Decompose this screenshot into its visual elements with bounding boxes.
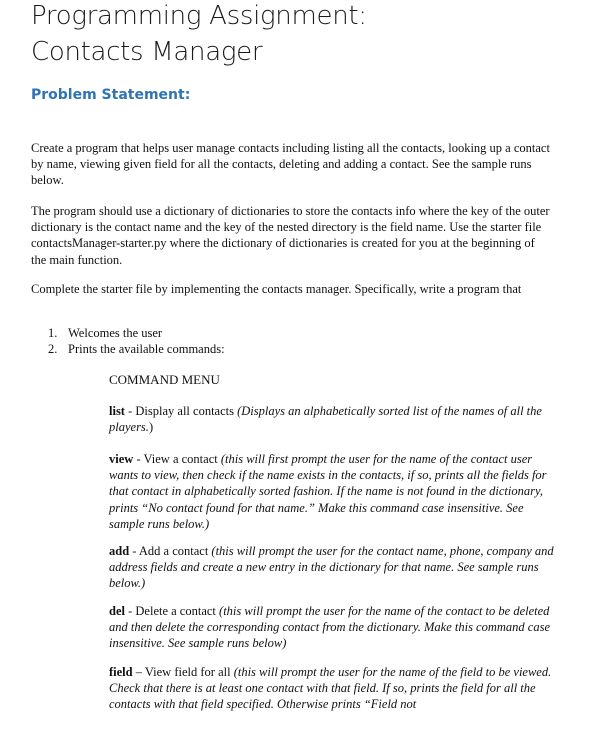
command-note: (this will prompt the user for the contact name, phone, company and address fields and create a new entry in the dictionary for that name. See sample runs below.)	[109, 544, 554, 591]
command-tail: )	[148, 420, 154, 435]
paragraph-task: Complete the starter file by implementing the contacts manager. Specifically, write a program that	[31, 282, 522, 296]
command-desc: - View a contact	[133, 452, 221, 466]
section-heading: Problem Statement:	[31, 87, 191, 103]
title-line-2: Contacts Manager	[31, 37, 263, 67]
list-number: 1.	[48, 326, 58, 340]
command-field	[109, 664, 554, 713]
command-desc: - Delete a contact	[124, 604, 220, 618]
command-keyword: view	[109, 452, 134, 466]
command-menu-heading: COMMAND MENU	[109, 372, 220, 387]
command-note: (this will prompt the user for the name of the field to be viewed. Check that there is at least one contact with that field. If so, prints the field for all the contacts with that field specified. Otherwise prints “Field not	[109, 665, 552, 712]
list-item	[48, 341, 548, 357]
command-note: (Displays an alphabetically sorted list of the names of all the players.	[109, 404, 542, 435]
command-keyword: del	[109, 604, 125, 618]
title-line-1: Programming Assignment:	[31, 1, 367, 31]
command-desc: – View field for all	[132, 665, 234, 679]
paragraph-data-structure: The program should use a dictionary of dictionaries to store the contacts info where the key of the outer dictionary is the contact name and the key of the nested directory is the field name. Use the starter file contactsManager-starter.py where the dictionary of dictionaries is created for you at the beginning of the main function.	[31, 204, 550, 267]
list-text: Prints the available commands:	[68, 342, 225, 357]
command-keyword: add	[109, 544, 130, 558]
command-note: (this will first prompt the user for the name of the contact user wants to view, then check if the name exists in the contacts, if so, prints all the fields for that contact in alphabetically sorted fashion. If the name is not found in the dictionary, prints “No contact found for that name.” Make this command case insensitive. See sample runs below.)	[109, 452, 547, 531]
list-number: 2.	[48, 342, 58, 357]
command-desc: - Display all contacts	[124, 404, 238, 418]
command-add	[109, 543, 554, 592]
command-del	[109, 603, 554, 652]
command-keyword: list	[109, 404, 125, 418]
list-item	[48, 325, 548, 341]
command-view	[109, 451, 554, 532]
command-list	[109, 403, 554, 435]
command-keyword: field	[109, 665, 133, 679]
step-list	[48, 325, 548, 357]
paragraph-intro: Create a program that helps user manage contacts including listing all the contacts, looking up a contact by name, viewing given field for all the contacts, deleting and adding a contact. See the sample runs below.	[31, 141, 550, 188]
list-text: Welcomes the user	[68, 326, 163, 340]
command-note: (this will prompt the user for the name of the contact to be deleted and then delete the corresponding contact from the dictionary. Make this command case insensitive. See sample runs below)	[109, 604, 550, 651]
command-desc: - Add a contact	[129, 544, 212, 558]
